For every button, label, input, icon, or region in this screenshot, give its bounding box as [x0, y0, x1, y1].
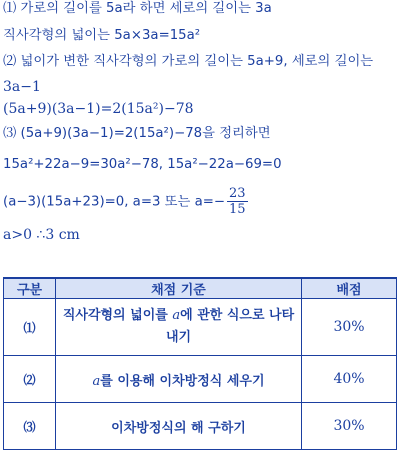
criterion-variable: a — [92, 373, 101, 389]
solution-line-7: 15a²+22a−9=30a²−78, 15a²−22a−69=0 — [3, 157, 282, 172]
grading-table — [3, 277, 397, 450]
solution-line-8 — [3, 186, 248, 217]
table-row — [4, 356, 397, 403]
row-points: 40% — [302, 356, 397, 403]
header-criterion: 채점 기준 — [56, 278, 302, 299]
solution-line-1: ⑴ 가로의 길이를 5a라 하면 세로의 길이는 3a — [3, 1, 272, 16]
solution-line-9: a>0 ∴3 cm — [3, 227, 80, 243]
header-part: 구분 — [4, 278, 56, 299]
solution-line-5: (5a+9)(3a−1)=2(15a²)−78 — [3, 101, 194, 117]
row-points: 30% — [302, 403, 397, 450]
solution-line-3: ⑵ 넓이가 변한 직사각형의 가로의 길이는 5a+9, 세로의 길이는 — [3, 54, 374, 69]
table-row — [4, 403, 397, 450]
fraction — [227, 186, 248, 217]
fraction-numerator: 23 — [229, 186, 246, 201]
criterion-text-b: 를 이용해 이차방정식 세우기 — [100, 373, 265, 389]
row-part: ⑴ — [4, 299, 56, 356]
row-criterion — [56, 356, 302, 403]
row-part: ⑶ — [4, 403, 56, 450]
row-points: 30% — [302, 299, 397, 356]
row-criterion: 이차방정식의 해 구하기 — [56, 403, 302, 450]
header-points: 배점 — [302, 278, 397, 299]
row-criterion — [56, 299, 302, 356]
criterion-text-a: 직사각형의 넓이를 — [62, 308, 173, 323]
solution-line-2: 직사각형의 넓이는 5a×3a=15a² — [3, 28, 201, 43]
row-part: ⑵ — [4, 356, 56, 403]
fraction-denominator: 15 — [229, 202, 246, 217]
solution-line-8-main: (a−3)(15a+23)=0, a=3 또는 a=− — [3, 194, 226, 210]
grading-header-row — [4, 278, 397, 299]
solution-line-4: 3a−1 — [3, 79, 41, 95]
table-row — [4, 299, 397, 356]
criterion-text-b: 에 관한 식으로 나타내기 — [165, 308, 295, 345]
criterion-variable: a — [172, 308, 181, 323]
solution-line-6: ⑶ (5a+9)(3a−1)=2(15a²)−78을 정리하면 — [3, 126, 271, 141]
